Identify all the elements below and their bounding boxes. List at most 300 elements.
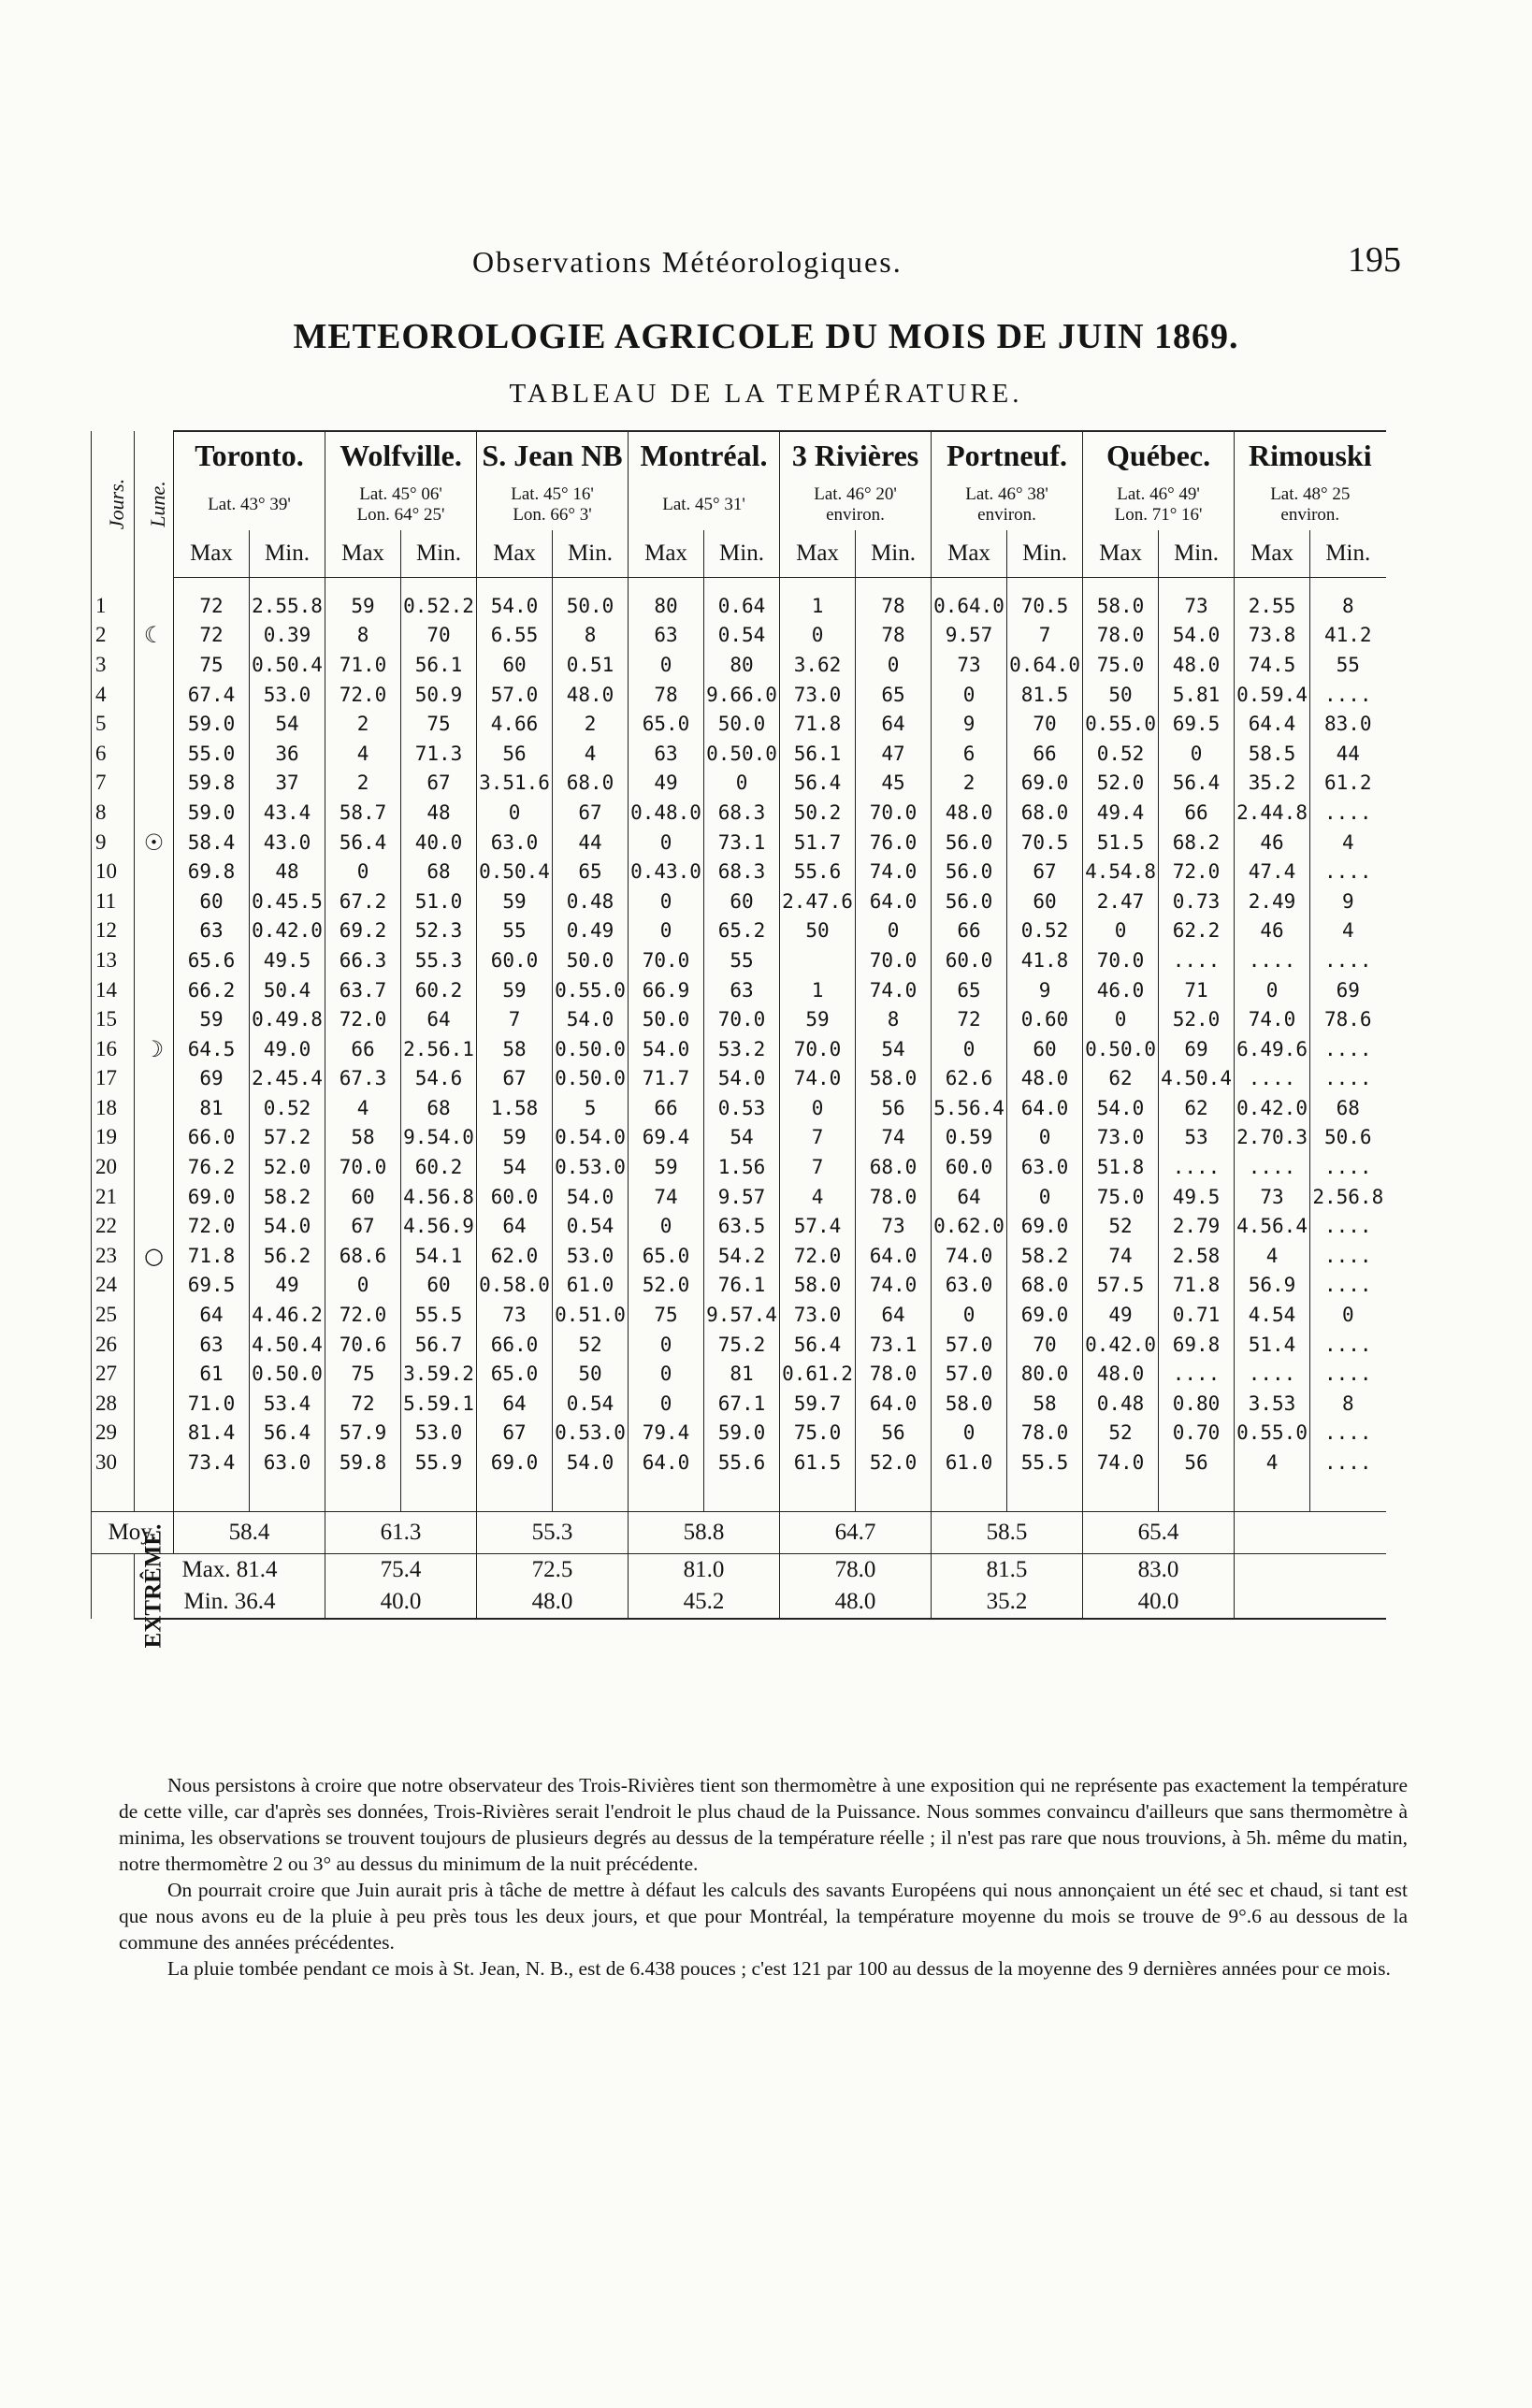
value-cell: .... bbox=[1235, 945, 1310, 975]
value-cell: 59.0 bbox=[174, 798, 250, 828]
min-header: Min. bbox=[1159, 530, 1235, 578]
station-name: Montréal. bbox=[629, 431, 780, 479]
table-row bbox=[92, 1093, 1386, 1123]
value-cell: 73 bbox=[1159, 591, 1235, 621]
note-paragraph: La pluie tombée pendant ce mois à St. Jean, N. B., est de 6.438 pouces ; c'est 121 par 100 au dessus de la moyenne des 9 dernières années pour ce mois. bbox=[167, 1957, 1391, 1980]
value-cell: 0.52 bbox=[1083, 739, 1159, 769]
value-cell: 59.0 bbox=[174, 709, 250, 739]
value-cell: 80.0 bbox=[1007, 1359, 1083, 1389]
moon-phase-cell bbox=[135, 709, 174, 739]
value-cell: 0 bbox=[856, 650, 932, 680]
average-value: 61.3 bbox=[325, 1511, 477, 1553]
value-cell: 78.0 bbox=[1007, 1419, 1083, 1449]
value-cell: 60 bbox=[704, 887, 780, 916]
value-cell: 0 bbox=[477, 798, 553, 828]
value-cell: 68 bbox=[1310, 1093, 1386, 1123]
value-cell: 0.49.8 bbox=[250, 1004, 325, 1034]
max-header: Max bbox=[932, 530, 1007, 578]
moon-phase-cell bbox=[135, 1123, 174, 1153]
table-row bbox=[92, 1330, 1386, 1360]
value-cell: 50 bbox=[1083, 680, 1159, 710]
moon-phase-cell bbox=[135, 591, 174, 621]
value-cell: 0 bbox=[1007, 1182, 1083, 1212]
value-cell: 0.71 bbox=[1159, 1300, 1235, 1330]
average-value: 65.4 bbox=[1083, 1511, 1235, 1553]
value-cell: 55.6 bbox=[780, 857, 856, 887]
value-cell: 66 bbox=[932, 916, 1007, 946]
value-cell: 4.50.4 bbox=[250, 1330, 325, 1360]
table-row bbox=[92, 1300, 1386, 1330]
value-cell: 0.50.0 bbox=[1083, 1034, 1159, 1064]
moon-phase-cell bbox=[135, 1389, 174, 1419]
extreme-max-value: 72.5 bbox=[477, 1553, 629, 1586]
value-cell: 4.56.4 bbox=[1235, 1211, 1310, 1241]
value-cell: .... bbox=[1310, 945, 1386, 975]
value-cell: 0.42.0 bbox=[250, 916, 325, 946]
value-cell: 52.3 bbox=[401, 916, 477, 946]
moon-phase-cell bbox=[135, 1093, 174, 1123]
value-cell: 2 bbox=[325, 769, 401, 799]
moon-phase-cell bbox=[135, 1448, 174, 1478]
value-cell: .... bbox=[1310, 1419, 1386, 1449]
value-cell: 58 bbox=[325, 1123, 401, 1153]
table-row bbox=[92, 1271, 1386, 1301]
value-cell: 2.58 bbox=[1159, 1241, 1235, 1271]
coordinate-note: Lon. 71° 16' bbox=[1114, 504, 1203, 525]
value-cell: 1 bbox=[780, 975, 856, 1005]
value-cell: 0.54 bbox=[553, 1389, 629, 1419]
table-row bbox=[92, 621, 1386, 651]
value-cell: 54.0 bbox=[553, 1004, 629, 1034]
value-cell: 53.0 bbox=[553, 1241, 629, 1271]
value-cell: 9 bbox=[1007, 975, 1083, 1005]
table-row bbox=[92, 916, 1386, 946]
value-cell: 0.51.0 bbox=[553, 1300, 629, 1330]
value-cell: 57.0 bbox=[932, 1359, 1007, 1389]
value-cell: .... bbox=[1310, 1330, 1386, 1360]
value-cell: 64.0 bbox=[856, 1389, 932, 1419]
day-cell: 29 bbox=[92, 1419, 135, 1449]
value-cell: 1.58 bbox=[477, 1093, 553, 1123]
coordinates-row bbox=[92, 479, 1386, 530]
moon-phase-cell bbox=[135, 798, 174, 828]
value-cell: 61.0 bbox=[553, 1271, 629, 1301]
day-cell: 16 bbox=[92, 1034, 135, 1064]
value-cell: .... bbox=[1310, 1359, 1386, 1389]
blank-cell bbox=[174, 1478, 250, 1512]
value-cell: 72.0 bbox=[780, 1241, 856, 1271]
min-header: Min. bbox=[1310, 530, 1386, 578]
value-cell: 59 bbox=[325, 591, 401, 621]
value-cell: 0.50.4 bbox=[477, 857, 553, 887]
value-cell: 68.0 bbox=[856, 1152, 932, 1182]
value-cell: 59 bbox=[629, 1152, 704, 1182]
extreme-min-value bbox=[1235, 1586, 1386, 1619]
min-header: Min. bbox=[250, 530, 325, 578]
value-cell: 65.2 bbox=[704, 916, 780, 946]
station-coordinates bbox=[780, 479, 932, 530]
value-cell: 6 bbox=[932, 739, 1007, 769]
value-cell: 56.4 bbox=[250, 1419, 325, 1449]
moon-phase-cell bbox=[135, 1004, 174, 1034]
value-cell: 5.59.1 bbox=[401, 1389, 477, 1419]
min-header: Min. bbox=[553, 530, 629, 578]
value-cell: .... bbox=[1159, 1152, 1235, 1182]
value-cell: 80 bbox=[704, 650, 780, 680]
spacer-cell bbox=[92, 578, 135, 592]
value-cell: 74 bbox=[629, 1182, 704, 1212]
value-cell: 50 bbox=[553, 1359, 629, 1389]
value-cell: 0.64.0 bbox=[932, 591, 1007, 621]
value-cell: 59 bbox=[477, 975, 553, 1005]
value-cell: 64 bbox=[856, 709, 932, 739]
blank-cell bbox=[401, 1478, 477, 1512]
value-cell: 56.0 bbox=[932, 828, 1007, 858]
value-cell: 2.70.3 bbox=[1235, 1123, 1310, 1153]
value-cell: 44 bbox=[1310, 739, 1386, 769]
value-cell: 57.2 bbox=[250, 1123, 325, 1153]
value-cell: 61.0 bbox=[932, 1448, 1007, 1478]
value-cell: 56.4 bbox=[1159, 769, 1235, 799]
value-cell: 81 bbox=[704, 1359, 780, 1389]
value-cell: 70.0 bbox=[1083, 945, 1159, 975]
value-cell: .... bbox=[1310, 1211, 1386, 1241]
value-cell: 64 bbox=[401, 1004, 477, 1034]
value-cell: 60.0 bbox=[477, 945, 553, 975]
value-cell: 61 bbox=[174, 1359, 250, 1389]
value-cell: 49.5 bbox=[1159, 1182, 1235, 1212]
value-cell: 0.64.0 bbox=[1007, 650, 1083, 680]
value-cell: 6.55 bbox=[477, 621, 553, 651]
value-cell: 0.55.0 bbox=[1235, 1419, 1310, 1449]
day-cell: 11 bbox=[92, 887, 135, 916]
moon-phase-cell bbox=[135, 680, 174, 710]
running-header bbox=[472, 240, 1401, 280]
value-cell: 54 bbox=[477, 1152, 553, 1182]
day-cell: 10 bbox=[92, 857, 135, 887]
value-cell: 74 bbox=[856, 1123, 932, 1153]
day-cell: 17 bbox=[92, 1064, 135, 1094]
value-cell: 0.54 bbox=[553, 1211, 629, 1241]
value-cell: 70.0 bbox=[780, 1034, 856, 1064]
coordinate-note: environ. bbox=[1280, 504, 1340, 525]
value-cell: 0.48 bbox=[1083, 1389, 1159, 1419]
value-cell: 9.54.0 bbox=[401, 1123, 477, 1153]
value-cell: 54.1 bbox=[401, 1241, 477, 1271]
value-cell: 0.54 bbox=[704, 621, 780, 651]
day-cell: 6 bbox=[92, 739, 135, 769]
value-cell: 48.0 bbox=[1083, 1359, 1159, 1389]
day-cell: 28 bbox=[92, 1389, 135, 1419]
value-cell: 35.2 bbox=[1235, 769, 1310, 799]
value-cell: 50.2 bbox=[780, 798, 856, 828]
value-cell: 0 bbox=[1007, 1123, 1083, 1153]
max-header: Max bbox=[325, 530, 401, 578]
moon-phase-cell bbox=[135, 1064, 174, 1094]
value-cell: 60.0 bbox=[932, 1152, 1007, 1182]
value-cell: 64 bbox=[477, 1211, 553, 1241]
value-cell: 72 bbox=[174, 621, 250, 651]
value-cell: 59.8 bbox=[325, 1448, 401, 1478]
max-header: Max bbox=[1083, 530, 1159, 578]
value-cell: 69.0 bbox=[1007, 769, 1083, 799]
value-cell: 58.0 bbox=[1083, 591, 1159, 621]
value-cell: 78 bbox=[856, 591, 932, 621]
value-cell: 41.8 bbox=[1007, 945, 1083, 975]
latitude-label: Lat. 45° 06' bbox=[359, 483, 442, 504]
value-cell: 53.2 bbox=[704, 1034, 780, 1064]
notes-section bbox=[119, 1772, 1408, 1982]
blank-cell bbox=[92, 1478, 135, 1512]
value-cell: 59 bbox=[174, 1004, 250, 1034]
value-cell: 72.0 bbox=[325, 1300, 401, 1330]
value-cell: 71.0 bbox=[174, 1389, 250, 1419]
value-cell: 78.6 bbox=[1310, 1004, 1386, 1034]
value-cell: 78.0 bbox=[856, 1359, 932, 1389]
value-cell: 72.0 bbox=[1159, 857, 1235, 887]
value-cell: 62.6 bbox=[932, 1064, 1007, 1094]
table-row bbox=[92, 1241, 1386, 1271]
average-value: 58.4 bbox=[174, 1511, 325, 1553]
value-cell: 58.0 bbox=[780, 1271, 856, 1301]
value-cell: 48.0 bbox=[1007, 1064, 1083, 1094]
value-cell: 63 bbox=[629, 739, 704, 769]
station-name: Portneuf. bbox=[932, 431, 1083, 479]
value-cell: 0.42.0 bbox=[1235, 1093, 1310, 1123]
value-cell: 0.48 bbox=[553, 887, 629, 916]
moon-phase-cell bbox=[135, 916, 174, 946]
day-cell: 5 bbox=[92, 709, 135, 739]
value-cell: 4.46.2 bbox=[250, 1300, 325, 1330]
value-cell: 0.54.0 bbox=[553, 1123, 629, 1153]
value-cell: 73 bbox=[856, 1211, 932, 1241]
min-header: Min. bbox=[856, 530, 932, 578]
value-cell: 75.0 bbox=[1083, 650, 1159, 680]
value-cell: 50.0 bbox=[553, 945, 629, 975]
value-cell: 69.0 bbox=[1007, 1211, 1083, 1241]
average-label: Moy. bbox=[92, 1511, 174, 1553]
value-cell bbox=[780, 945, 856, 975]
value-cell: .... bbox=[1310, 680, 1386, 710]
value-cell: 68.6 bbox=[325, 1241, 401, 1271]
value-cell: 0.43.0 bbox=[629, 857, 704, 887]
value-cell: 73.1 bbox=[856, 1330, 932, 1360]
min-header: Min. bbox=[1007, 530, 1083, 578]
value-cell: 72 bbox=[174, 591, 250, 621]
value-cell: 58.5 bbox=[1235, 739, 1310, 769]
value-cell: 69 bbox=[174, 1064, 250, 1094]
value-cell: 36 bbox=[250, 739, 325, 769]
value-cell: 75 bbox=[629, 1300, 704, 1330]
value-cell: 0.59.4 bbox=[1235, 680, 1310, 710]
value-cell: 66 bbox=[1159, 798, 1235, 828]
value-cell: 59.0 bbox=[704, 1419, 780, 1449]
value-cell: 0 bbox=[629, 1359, 704, 1389]
value-cell: 66.0 bbox=[174, 1123, 250, 1153]
table-row bbox=[92, 1152, 1386, 1182]
moon-phase-cell bbox=[135, 1152, 174, 1182]
station-name: Toronto. bbox=[174, 431, 325, 479]
value-cell: 58.2 bbox=[1007, 1241, 1083, 1271]
value-cell: .... bbox=[1235, 1359, 1310, 1389]
extreme-min-value: 35.2 bbox=[932, 1586, 1083, 1619]
value-cell: .... bbox=[1159, 1359, 1235, 1389]
average-value bbox=[1235, 1511, 1386, 1553]
blank-cell bbox=[1007, 1478, 1083, 1512]
value-cell: 0.55.0 bbox=[553, 975, 629, 1005]
blank-cell bbox=[477, 1478, 553, 1512]
moon-phase-cell bbox=[135, 945, 174, 975]
value-cell: 59.7 bbox=[780, 1389, 856, 1419]
day-cell: 18 bbox=[92, 1093, 135, 1123]
value-cell: 0 bbox=[856, 916, 932, 946]
value-cell: 68 bbox=[401, 1093, 477, 1123]
value-cell: 70.0 bbox=[629, 945, 704, 975]
moon-phase-cell bbox=[135, 1182, 174, 1212]
day-cell: 4 bbox=[92, 680, 135, 710]
station-coordinates bbox=[1083, 479, 1235, 530]
value-cell: 54.0 bbox=[704, 1064, 780, 1094]
max-header: Max bbox=[780, 530, 856, 578]
spacer-cell bbox=[932, 578, 1007, 592]
value-cell: 4.56.9 bbox=[401, 1211, 477, 1241]
blank-cell bbox=[1235, 1478, 1310, 1512]
value-cell: 2 bbox=[325, 709, 401, 739]
spacer-cell bbox=[401, 578, 477, 592]
value-cell: 63 bbox=[174, 1330, 250, 1360]
value-cell: 58.0 bbox=[856, 1064, 932, 1094]
value-cell: 0.45.5 bbox=[250, 887, 325, 916]
moon-phase-cell bbox=[135, 1330, 174, 1360]
coordinate-note: Lon. 64° 25' bbox=[356, 504, 445, 525]
value-cell: 74.0 bbox=[932, 1241, 1007, 1271]
value-cell: 58.7 bbox=[325, 798, 401, 828]
value-cell: 55.5 bbox=[401, 1300, 477, 1330]
value-cell: 46 bbox=[1235, 828, 1310, 858]
value-cell: 0.50.0 bbox=[553, 1034, 629, 1064]
value-cell: 50.0 bbox=[553, 591, 629, 621]
value-cell: 66 bbox=[325, 1034, 401, 1064]
value-cell: 57.5 bbox=[1083, 1271, 1159, 1301]
extreme-max-value: 83.0 bbox=[1083, 1553, 1235, 1586]
value-cell: 56.9 bbox=[1235, 1271, 1310, 1301]
value-cell: 50.0 bbox=[704, 709, 780, 739]
value-cell: 0 bbox=[629, 828, 704, 858]
value-cell: 56.1 bbox=[401, 650, 477, 680]
value-cell: 70.0 bbox=[856, 798, 932, 828]
value-cell: 0 bbox=[932, 1034, 1007, 1064]
max-header: Max bbox=[477, 530, 553, 578]
value-cell: 70 bbox=[1007, 1330, 1083, 1360]
blank-cell bbox=[1083, 1478, 1159, 1512]
value-cell: 45 bbox=[856, 769, 932, 799]
value-cell: 68.0 bbox=[1007, 1271, 1083, 1301]
value-cell: 0.50.0 bbox=[704, 739, 780, 769]
value-cell: 66 bbox=[629, 1093, 704, 1123]
value-cell: 5 bbox=[553, 1093, 629, 1123]
value-cell: 46.0 bbox=[1083, 975, 1159, 1005]
value-cell: 0 bbox=[629, 916, 704, 946]
value-cell: 44 bbox=[553, 828, 629, 858]
latitude-label: Lat. 45° 31' bbox=[662, 494, 745, 514]
average-value: 58.8 bbox=[629, 1511, 780, 1553]
spacer-cell bbox=[1083, 578, 1159, 592]
blank-cell bbox=[1159, 1478, 1235, 1512]
table-row bbox=[92, 591, 1386, 621]
value-cell: 71 bbox=[1159, 975, 1235, 1005]
value-cell: 71.0 bbox=[325, 650, 401, 680]
value-cell: 52.0 bbox=[250, 1152, 325, 1182]
extreme-max-row bbox=[92, 1553, 1386, 1586]
value-cell: 67 bbox=[401, 769, 477, 799]
value-cell: 69.0 bbox=[1007, 1300, 1083, 1330]
value-cell: 66 bbox=[1007, 739, 1083, 769]
min-header: Min. bbox=[401, 530, 477, 578]
value-cell: .... bbox=[1310, 798, 1386, 828]
moon-phase-cell bbox=[135, 1359, 174, 1389]
station-coordinates bbox=[325, 479, 477, 530]
value-cell: 69.0 bbox=[174, 1182, 250, 1212]
temperature-table bbox=[91, 430, 1386, 1649]
value-cell: 47 bbox=[856, 739, 932, 769]
value-cell: 56.0 bbox=[932, 857, 1007, 887]
value-cell: 69 bbox=[1310, 975, 1386, 1005]
value-cell: 50 bbox=[780, 916, 856, 946]
value-cell: 68.3 bbox=[704, 857, 780, 887]
spacer-cell bbox=[1159, 578, 1235, 592]
value-cell: .... bbox=[1310, 1271, 1386, 1301]
value-cell: 60 bbox=[325, 1182, 401, 1212]
station-coordinates bbox=[932, 479, 1083, 530]
value-cell: 67.1 bbox=[704, 1389, 780, 1419]
blank-cell bbox=[932, 1478, 1007, 1512]
table-row bbox=[92, 709, 1386, 739]
day-cell: 25 bbox=[92, 1300, 135, 1330]
value-cell: 60 bbox=[1007, 887, 1083, 916]
value-cell: 70.0 bbox=[704, 1004, 780, 1034]
station-coordinates bbox=[1235, 479, 1386, 530]
lune-label: Lune. bbox=[145, 481, 169, 527]
value-cell: 62 bbox=[1159, 1093, 1235, 1123]
value-cell: 0 bbox=[1159, 739, 1235, 769]
value-cell: 52.0 bbox=[1159, 1004, 1235, 1034]
table-row bbox=[92, 1211, 1386, 1241]
value-cell: 0 bbox=[629, 1330, 704, 1360]
value-cell: 0.53.0 bbox=[553, 1419, 629, 1449]
value-cell: 4.56.8 bbox=[401, 1182, 477, 1212]
value-cell: 59 bbox=[780, 1004, 856, 1034]
extreme-min-value: 45.2 bbox=[629, 1586, 780, 1619]
value-cell: 62.2 bbox=[1159, 916, 1235, 946]
value-cell: 0 bbox=[325, 1271, 401, 1301]
spacer-row bbox=[92, 578, 1386, 592]
value-cell: 70.0 bbox=[856, 945, 932, 975]
station-coordinates bbox=[629, 479, 780, 530]
blank-cell bbox=[325, 1478, 401, 1512]
value-cell: 50.9 bbox=[401, 680, 477, 710]
table-row bbox=[92, 945, 1386, 975]
value-cell: 0.48.0 bbox=[629, 798, 704, 828]
value-cell: 9.66.0 bbox=[704, 680, 780, 710]
value-cell: 7 bbox=[1007, 621, 1083, 651]
spacer-cell bbox=[135, 578, 174, 592]
moon-phase-cell bbox=[135, 887, 174, 916]
value-cell: 4 bbox=[325, 739, 401, 769]
value-cell: 55 bbox=[477, 916, 553, 946]
value-cell: 73.0 bbox=[780, 1300, 856, 1330]
day-cell: 21 bbox=[92, 1182, 135, 1212]
spacer-cell bbox=[629, 578, 704, 592]
